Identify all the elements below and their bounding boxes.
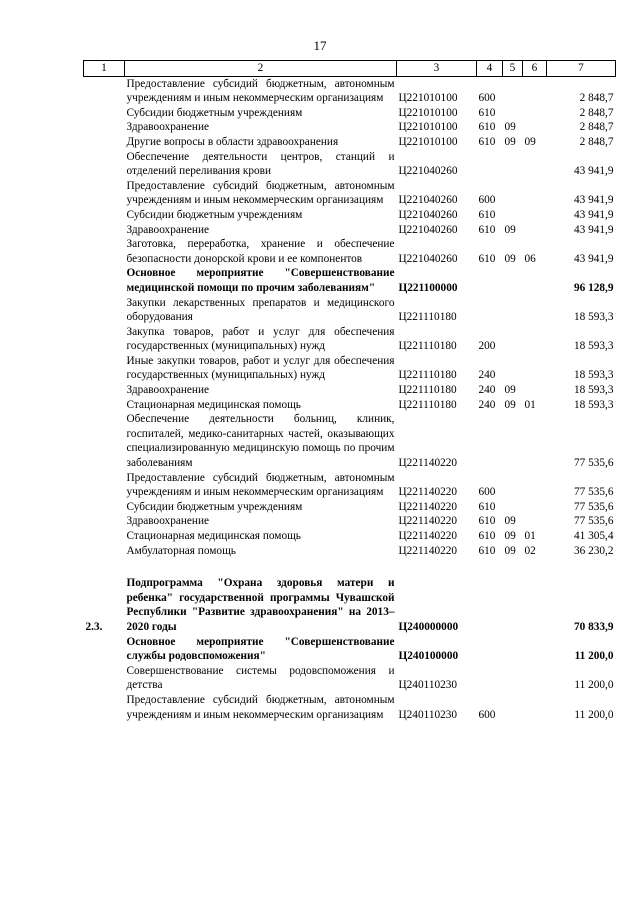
item-name-cell: Другие вопросы в области здравоохранения: [126, 135, 339, 148]
target-code-cell: Ц221010100: [398, 121, 458, 134]
subsection-cell: [523, 266, 547, 295]
expense-type-cell: 610: [478, 208, 496, 221]
section-cell: [503, 500, 523, 515]
expense-type-cell: 610: [478, 515, 496, 528]
amount-cell: 43 941,9: [573, 252, 614, 265]
item-name-cell: Основное мероприятие "Совершенствование службы родовспоможения": [126, 635, 395, 663]
subsection-cell: [523, 500, 547, 515]
subsection-cell: 02: [524, 544, 536, 557]
target-code-cell: Ц221100000: [398, 281, 458, 294]
expense-type-cell: 610: [478, 544, 496, 557]
target-code-cell: Ц221010100: [398, 135, 458, 148]
row-number-cell: [84, 237, 125, 266]
section-cell: 09: [504, 223, 516, 236]
row-number-cell: [84, 266, 125, 295]
target-code-cell: Ц221110180: [398, 398, 457, 411]
item-name-cell: Предоставление субсидий бюджетным, автономным учреждениям и иным некоммерческим организациям: [126, 693, 395, 721]
row-number-cell: [84, 383, 125, 398]
section-cell: 09: [504, 384, 516, 397]
subsection-cell: [523, 179, 547, 208]
item-name-cell: Здравоохранение: [126, 223, 210, 236]
row-number-cell: [84, 412, 125, 470]
table-row: [84, 325, 616, 354]
subsection-cell: [523, 693, 547, 722]
amount-cell: 77 535,6: [573, 457, 614, 470]
table-row: [84, 208, 616, 223]
subsection-cell: [523, 635, 547, 664]
expense-type-cell: 600: [478, 486, 496, 499]
expense-type-cell: 610: [478, 500, 496, 513]
section-cell: [503, 179, 523, 208]
row-number-cell: [84, 354, 125, 383]
header-cell-2: 2: [125, 61, 397, 77]
expense-type-cell: [477, 150, 503, 179]
section-cell: [503, 412, 523, 470]
target-code-cell: Ц221140220: [398, 530, 458, 542]
row-number-cell: [84, 179, 125, 208]
expense-type-cell: [477, 296, 503, 325]
spacer-cell: [84, 558, 616, 576]
item-name-cell: Заготовка, переработка, хранение и обеспечение безопасности донорской крови и ее компонентов: [126, 238, 395, 265]
item-name-cell: Предоставление субсидий бюджетным, автономным учреждениям и иным некоммерческим организациям: [126, 471, 395, 499]
target-code-cell: Ц221040260: [398, 194, 458, 207]
amount-cell: 2 848,7: [579, 106, 614, 119]
expense-type-cell: [477, 412, 503, 470]
expense-type-cell: 240: [478, 398, 496, 411]
subsection-cell: [523, 412, 547, 470]
target-code-cell: Ц240000000: [398, 620, 459, 633]
item-name-cell: Субсидии бюджетным учреждениям: [126, 106, 303, 119]
amount-cell: 2 848,7: [579, 92, 614, 105]
item-name-cell: Обеспечение деятельности центров, станций и отделений переливания крови: [126, 150, 395, 178]
target-code-cell: Ц221140220: [398, 544, 458, 557]
subsection-cell: [523, 471, 547, 500]
table-row: [84, 106, 616, 121]
subsection-cell: [523, 576, 547, 634]
table-row: [84, 223, 616, 238]
table-header-row: [84, 61, 616, 77]
target-code-cell: Ц221140220: [398, 457, 458, 470]
target-code-cell: Ц221040260: [398, 223, 458, 236]
expense-type-cell: 240: [478, 384, 496, 397]
subsection-cell: 01: [524, 398, 536, 411]
table-row: [84, 471, 616, 500]
item-name-cell: Субсидии бюджетным учреждениям: [126, 208, 303, 221]
section-cell: [503, 576, 523, 634]
header-cell-5: 5: [503, 61, 523, 77]
subsection-cell: [523, 106, 547, 121]
table-row: [84, 398, 616, 413]
section-cell: [503, 354, 523, 383]
subsection-cell: [523, 150, 547, 179]
item-name-cell: Иные закупки товаров, работ и услуг для обеспечения государственных (муниципальных) нужд: [126, 354, 395, 382]
amount-cell: 11 200,0: [574, 708, 614, 721]
target-code-cell: Ц221040260: [398, 252, 458, 265]
table-row: [84, 500, 616, 515]
target-code-cell: Ц240110230: [398, 708, 458, 721]
budget-table: [83, 60, 616, 722]
target-code-cell: Ц221110180: [398, 311, 457, 324]
amount-cell: 43 941,9: [573, 223, 614, 236]
subsection-cell: [523, 76, 547, 106]
item-name-cell: Основное мероприятие "Совершенствование медицинской помощи по прочим заболеваниям": [126, 267, 395, 294]
expense-type-cell: 610: [478, 135, 496, 148]
expense-type-cell: [477, 266, 503, 295]
expense-type-cell: 600: [478, 194, 496, 207]
item-name-cell: Закупка товаров, работ и услуг для обеспечения государственных (муниципальных) нужд: [126, 325, 395, 353]
subsection-cell: [523, 325, 547, 354]
table-row: [84, 693, 616, 722]
expense-type-cell: [477, 576, 503, 634]
amount-cell: 18 593,3: [573, 340, 614, 353]
amount-cell: 77 535,6: [573, 500, 614, 513]
table-row: [84, 354, 616, 383]
target-code-cell: Ц221140220: [398, 486, 458, 499]
item-name-cell: Предоставление субсидий бюджетным, автономным учреждениям и иным некоммерческим организациям: [126, 179, 395, 207]
amount-cell: 70 833,9: [573, 620, 614, 633]
section-cell: 09: [504, 135, 516, 148]
item-name-cell: Предоставление субсидий бюджетным, автономным учреждениям и иным некоммерческим организациям: [126, 77, 395, 105]
target-code-cell: Ц221110180: [398, 384, 457, 397]
section-cell: [503, 471, 523, 500]
table-row: [84, 576, 616, 634]
subsection-cell: [523, 664, 547, 693]
target-code-cell: Ц221110180: [398, 340, 457, 353]
table-row: [84, 383, 616, 398]
amount-cell: 96 128,9: [573, 281, 614, 294]
row-number-cell: [84, 529, 125, 544]
table-row: [84, 179, 616, 208]
section-cell: [503, 266, 523, 295]
subsection-cell: [523, 296, 547, 325]
row-number-cell: [84, 664, 125, 693]
header-cell-3: 3: [397, 61, 477, 77]
table-row: [84, 664, 616, 693]
section-cell: 09: [504, 530, 516, 542]
subsection-cell: 09: [524, 135, 536, 148]
amount-cell: 18 593,3: [573, 398, 614, 411]
row-number-cell: [84, 635, 125, 664]
row-number-cell: [84, 223, 125, 238]
spacer-row: [84, 558, 616, 576]
table-row: [84, 635, 616, 664]
subsection-cell: 06: [524, 252, 536, 265]
table-row: [84, 412, 616, 470]
subsection-cell: [523, 223, 547, 238]
section-cell: 09: [504, 544, 516, 557]
subsection-cell: [523, 208, 547, 223]
subsection-cell: 01: [524, 530, 536, 542]
amount-cell: 18 593,3: [573, 384, 614, 397]
amount-cell: 43 941,9: [573, 208, 614, 221]
item-name-cell: Стационарная медицинская помощь: [126, 530, 301, 542]
item-name-cell: Совершенствование системы родовспоможения и детства: [126, 664, 395, 692]
table-row: [84, 76, 616, 106]
item-name-cell: Закупки лекарственных препаратов и медицинского оборудования: [126, 296, 395, 324]
item-name-cell: Амбулаторная помощь: [126, 544, 236, 557]
amount-cell: 18 593,3: [573, 311, 614, 324]
page-number: 17: [313, 38, 327, 53]
expense-type-cell: [477, 664, 503, 693]
section-cell: [503, 296, 523, 325]
subsection-cell: [523, 120, 547, 135]
row-number-cell: [84, 106, 125, 121]
target-code-cell: Ц221010100: [398, 92, 458, 105]
item-name-cell: Стационарная медицинская помощь: [126, 398, 301, 411]
row-number-cell: [84, 514, 125, 529]
row-number-cell: [84, 398, 125, 413]
table-row: [84, 514, 616, 529]
row-number-cell: 2.3.: [85, 620, 103, 633]
expense-type-cell: 240: [478, 369, 496, 382]
section-cell: [503, 208, 523, 223]
item-name-cell: Обеспечение деятельности больниц, клиник, госпиталей, медико-санитарных частей, оказывающих специализированную медицинскую помощь по прочим заболеваниям: [126, 413, 395, 470]
expense-type-cell: 610: [478, 530, 496, 542]
section-cell: [503, 76, 523, 106]
target-code-cell: Ц221010100: [398, 106, 458, 119]
item-name-cell: Здравоохранение: [126, 384, 210, 397]
target-code-cell: Ц221140220: [398, 500, 458, 513]
amount-cell: 11 200,0: [574, 650, 614, 663]
header-cell-7: 7: [547, 61, 616, 77]
row-number-cell: [84, 544, 125, 559]
section-cell: [503, 635, 523, 664]
table-row: [84, 529, 616, 544]
row-number-cell: [84, 693, 125, 722]
table-row: [84, 296, 616, 325]
row-number-cell: [84, 150, 125, 179]
item-name-cell: Здравоохранение: [126, 121, 210, 134]
table-row: [84, 266, 616, 295]
row-number-cell: [84, 471, 125, 500]
row-number-cell: [84, 120, 125, 135]
amount-cell: 2 848,7: [579, 135, 614, 148]
expense-type-cell: 600: [478, 92, 496, 105]
header-cell-6: 6: [523, 61, 547, 77]
header-cell-1: 1: [84, 61, 125, 77]
target-code-cell: Ц221110180: [398, 369, 457, 382]
table-row: [84, 544, 616, 559]
row-number-cell: [84, 500, 125, 515]
subsection-cell: [523, 383, 547, 398]
section-cell: [503, 325, 523, 354]
section-cell: 09: [504, 398, 516, 411]
section-cell: 09: [504, 252, 516, 265]
target-code-cell: Ц221140220: [398, 515, 458, 528]
amount-cell: 2 848,7: [579, 121, 614, 134]
target-code-cell: Ц240100000: [398, 650, 459, 663]
row-number-cell: [84, 325, 125, 354]
section-cell: [503, 106, 523, 121]
amount-cell: 18 593,3: [573, 369, 614, 382]
item-name-cell: Субсидии бюджетным учреждениям: [126, 500, 303, 513]
expense-type-cell: 610: [478, 223, 496, 236]
amount-cell: 43 941,9: [573, 194, 614, 207]
table-row: [84, 150, 616, 179]
target-code-cell: Ц221040260: [398, 165, 458, 178]
amount-cell: 41 305,4: [573, 530, 614, 542]
item-name-cell: Здравоохранение: [126, 515, 210, 528]
expense-type-cell: 610: [478, 106, 496, 119]
table-row: [84, 120, 616, 135]
amount-cell: 11 200,0: [574, 679, 614, 692]
header-cell-4: 4: [477, 61, 503, 77]
amount-cell: 43 941,9: [573, 165, 614, 178]
section-cell: 09: [504, 515, 516, 528]
row-number-cell: [84, 208, 125, 223]
subsection-cell: [523, 514, 547, 529]
expense-type-cell: 610: [478, 121, 496, 134]
expense-type-cell: 200: [478, 340, 496, 353]
amount-cell: 77 535,6: [573, 486, 614, 499]
table-row: [84, 237, 616, 266]
target-code-cell: Ц221040260: [398, 208, 458, 221]
table-row: [84, 135, 616, 150]
section-cell: 09: [504, 121, 516, 134]
expense-type-cell: 610: [478, 252, 496, 265]
expense-type-cell: 600: [478, 708, 496, 721]
row-number-cell: [84, 76, 125, 106]
amount-cell: 36 230,2: [573, 544, 614, 557]
item-name-cell: Подпрограмма "Охрана здоровья матери и ребенка" государственной программы Чувашской Республики "Развитие здравоохранения" на 2013–2020 годы: [126, 577, 395, 633]
expense-type-cell: [477, 635, 503, 664]
section-cell: [503, 693, 523, 722]
amount-cell: 77 535,6: [573, 515, 614, 528]
subsection-cell: [523, 354, 547, 383]
row-number-cell: [84, 135, 125, 150]
section-cell: [503, 150, 523, 179]
row-number-cell: [84, 296, 125, 325]
section-cell: [503, 664, 523, 693]
target-code-cell: Ц240110230: [398, 679, 458, 692]
